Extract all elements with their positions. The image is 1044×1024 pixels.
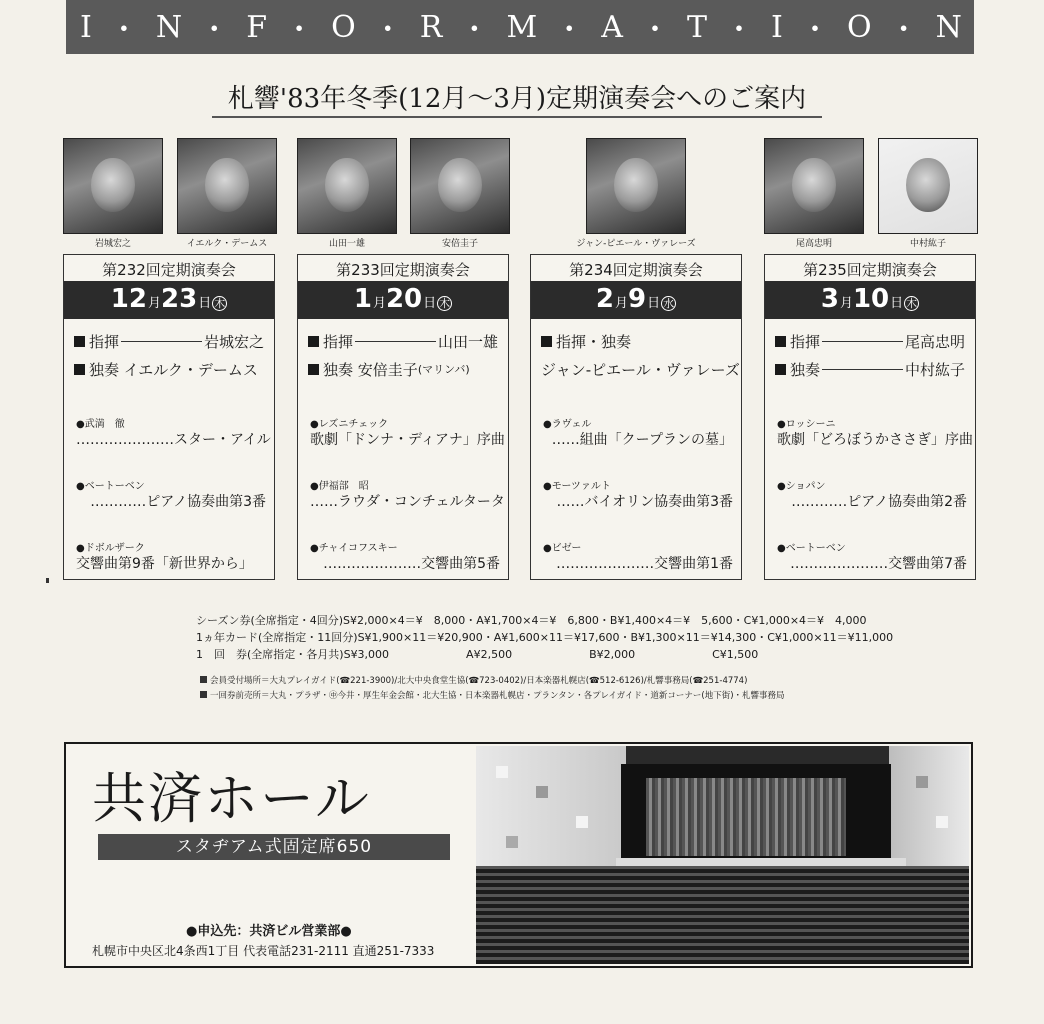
banner-letter: T	[686, 9, 709, 45]
program-item: ●伊福部 昭 ……ラウダ・コンチェルタータ	[310, 481, 505, 510]
program-list	[76, 415, 271, 601]
conductor-photo	[764, 138, 864, 234]
banner-letter: O	[331, 9, 358, 45]
hall-advertisement	[64, 742, 973, 968]
program-item: ●チャイコフスキー …………………交響曲第5番	[310, 543, 500, 572]
photo-caption: 安倍圭子	[441, 239, 478, 249]
program-item: ●ロッシーニ 歌劇「どろぼうかささぎ」序曲	[777, 419, 973, 448]
conductor-soloist-photo	[586, 138, 686, 234]
banner-dot: ・	[459, 13, 492, 48]
photo-caption: ジャン-ピエール・ヴァレーズ	[576, 239, 696, 249]
note-row: 一回券前売所＝大丸・プラザ・㊥今井・厚生年金会館・北大生協・日本楽器札幌店・プランタン・各プレイガイド・道新コーナー(地下街)・札響事務局	[200, 689, 785, 704]
performers: 指揮 尾高忠明 独奏 中村紘子	[765, 319, 975, 383]
banner-dot: ・	[888, 13, 921, 48]
soloist-photo	[177, 138, 277, 234]
ticket-notes	[200, 674, 785, 704]
hall-interior-photo	[476, 746, 969, 964]
concert-number: 第234回定期演奏会	[569, 261, 703, 279]
banner-dot: ・	[108, 13, 141, 48]
information-banner	[66, 0, 974, 54]
banner-letter: N	[155, 9, 185, 45]
program-list	[543, 415, 733, 601]
banner-letter: A	[601, 9, 625, 45]
banner-letter: F	[246, 9, 270, 45]
performers: 指揮 山田一雄 独奏 安倍圭子 (マリンバ)	[298, 319, 508, 383]
program-list	[310, 415, 505, 601]
program-list	[777, 415, 973, 601]
banner-dot: ・	[639, 13, 672, 48]
price-row: 1ヵ年カード(全席指定・11回分)S¥1,900×11＝¥20,900・A¥1,600×11＝¥17,600・B¥1,300×11＝¥14,300・C¥1,000×11＝¥11,000	[196, 631, 894, 644]
program-item: ●武満 徹 …………………スター・アイル	[76, 419, 271, 448]
photo-caption: 中村紘子	[909, 239, 946, 249]
page-title: 札響'83年冬季(12月〜3月)定期演奏会へのご案内	[212, 82, 822, 118]
banner-dot: ・	[199, 13, 232, 48]
concert-date: 12 月 23 日 木	[64, 281, 274, 319]
performers: 指揮・独奏 ジャン-ピエール・ヴァレーズ	[541, 332, 740, 379]
banner-letter: I	[771, 9, 785, 45]
banner-dot: ・	[724, 13, 757, 48]
concert-card	[764, 254, 976, 580]
concert-card	[297, 254, 509, 580]
concert-number: 第233回定期演奏会	[336, 261, 470, 279]
concert-card	[63, 254, 275, 580]
performers: 指揮 岩城宏之 独奏 イエルク・デームス	[64, 319, 274, 383]
program-item: ●ベートーベン …………………交響曲第7番	[777, 543, 967, 572]
conductor-photo	[63, 138, 163, 234]
hall-address: 札幌市中央区北4条西1丁目 代表電話231-2111 直通251-7333	[92, 944, 435, 958]
concert-number: 第232回定期演奏会	[102, 261, 236, 279]
program-item: ●ドボルザーク 交響曲第9番「新世界から」	[76, 543, 253, 572]
program-item: ●ラヴェル ……組曲「クープランの墓」	[543, 419, 733, 448]
program-item: ●モーツァルト ……バイオリン協奏曲第3番	[543, 481, 733, 510]
conductor-photo	[297, 138, 397, 234]
hall-name: 共済ホール	[92, 767, 371, 830]
concert-card	[530, 254, 742, 580]
photo-caption: イエルク・デームス	[186, 239, 268, 249]
program-item: ●ショパン …………ピアノ協奏曲第2番	[777, 481, 967, 510]
banner-dot: ・	[554, 13, 587, 48]
banner-letter: O	[846, 9, 874, 45]
soloist-photo	[410, 138, 510, 234]
banner-letter: I	[80, 9, 94, 45]
hall-seats-label: スタヂアム式固定席650	[98, 834, 450, 860]
banner-dot: ・	[284, 13, 317, 48]
banner-dot: ・	[372, 13, 405, 48]
concert-date: 2 月 9 日 水	[531, 281, 741, 319]
price-table	[196, 612, 894, 663]
concert-date: 3 月 10 日 木	[765, 281, 975, 319]
soloist-photo	[878, 138, 978, 234]
photo-caption: 山田一雄	[328, 239, 365, 249]
photo-caption: 尾高忠明	[795, 239, 832, 249]
concert-number: 第235回定期演奏会	[803, 261, 937, 279]
banner-letter: M	[506, 9, 540, 45]
photo-caption: 岩城宏之	[94, 239, 131, 249]
concert-date: 1 月 20 日 木	[298, 281, 508, 319]
banner-dot: ・	[799, 13, 832, 48]
banner-letter: R	[419, 9, 445, 45]
program-item: ●ベートーベン …………ピアノ協奏曲第3番	[76, 481, 266, 510]
price-row: 1 回 券(全席指定・各月共)S¥3,000 A¥2,500 B¥2,000 C¥1,500	[196, 648, 759, 661]
note-row: 会員受付場所＝大丸プレイガイド(☎221-3900)/北大中央食堂生協(☎723-0402)/日本楽器札幌店(☎512-6126)/札響事務局(☎251-4774)	[200, 674, 785, 689]
program-item: ●ビゼー …………………交響曲第1番	[543, 543, 733, 572]
price-row: シーズン券(全席指定・4回分)S¥2,000×4＝¥ 8,000・A¥1,700×4＝¥ 6,800・B¥1,400×4＝¥ 5,600・C¥1,000×4＝¥ 4,000	[196, 614, 867, 627]
hall-contact: ●申込先：共済ビル営業部●	[186, 924, 352, 939]
program-item: ●レズニチェック 歌劇「ドンナ・ディアナ」序曲	[310, 419, 505, 448]
margin-mark	[46, 578, 49, 583]
banner-letter: N	[935, 9, 964, 45]
